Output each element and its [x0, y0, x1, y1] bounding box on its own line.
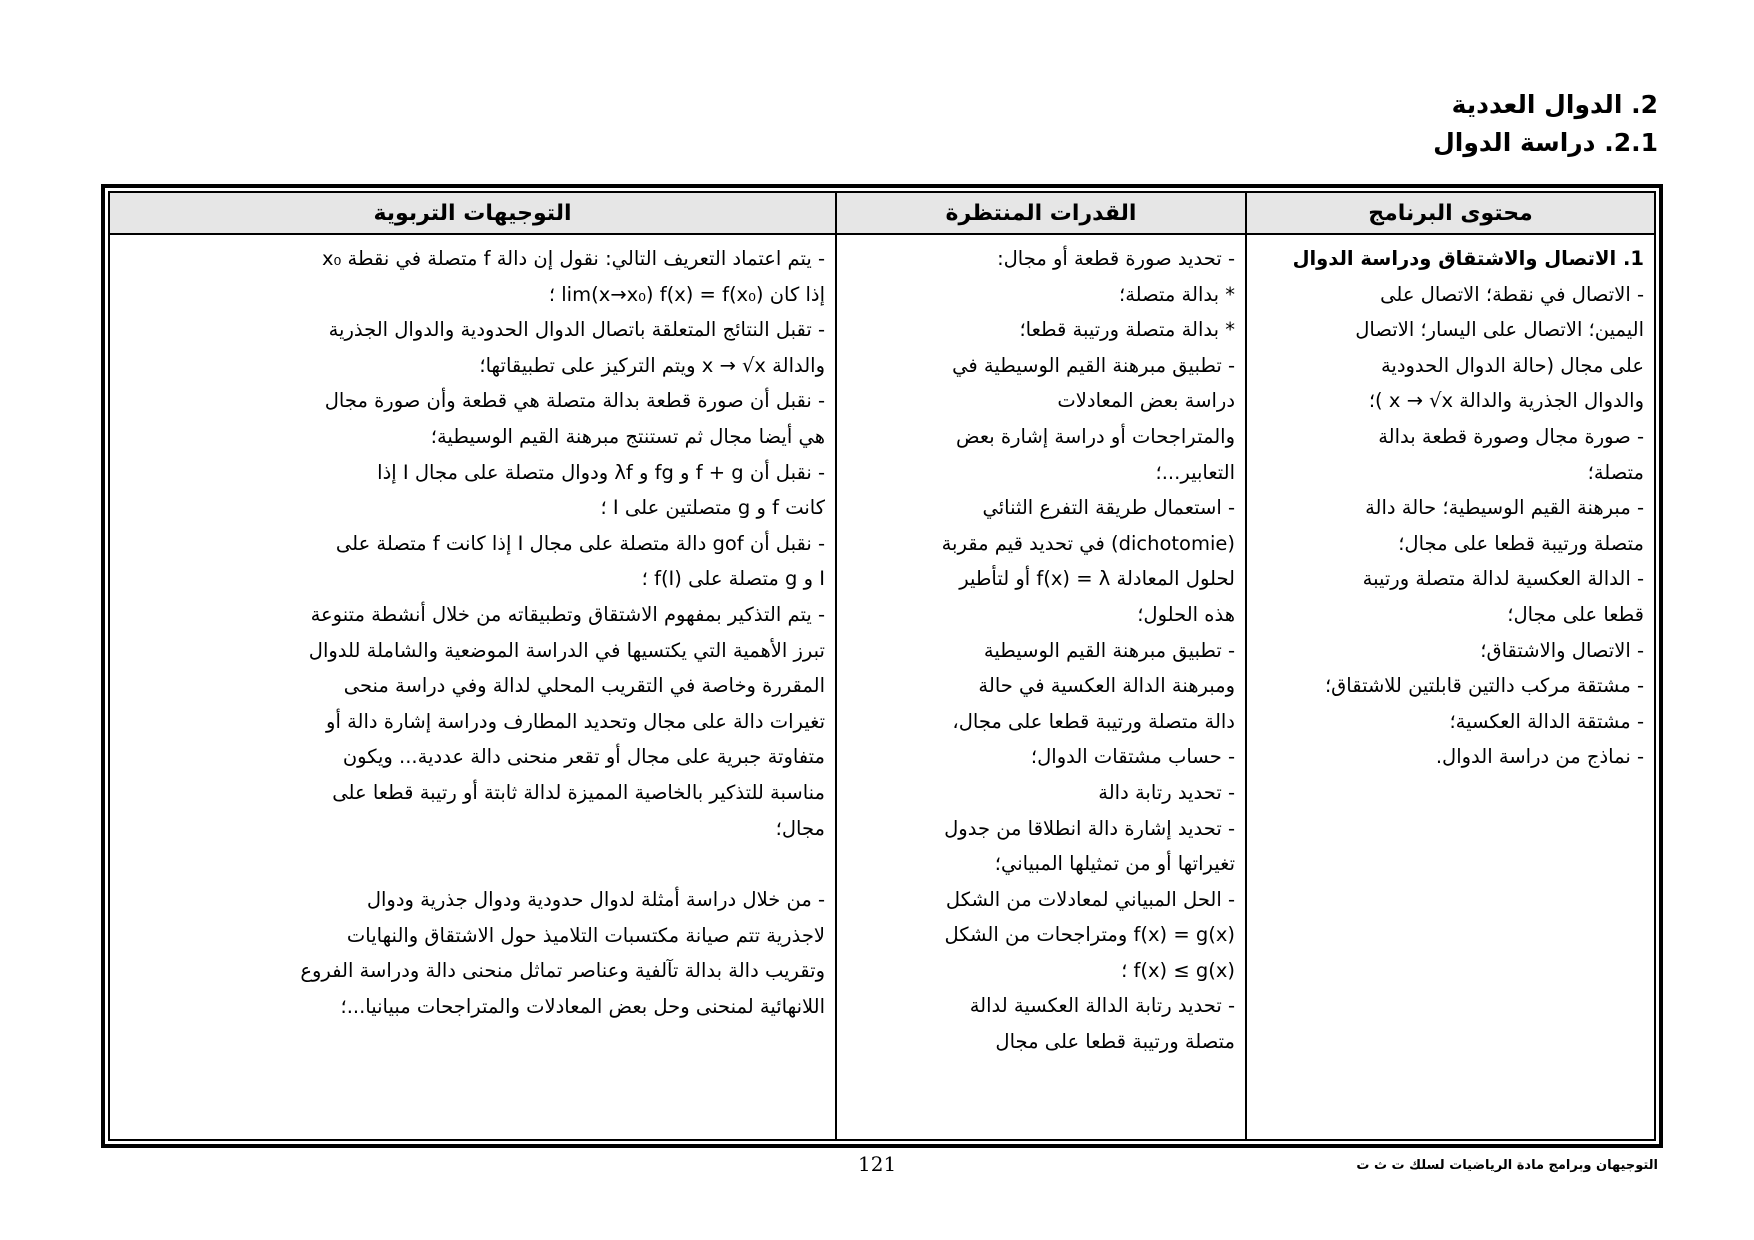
- table-header-row: [110, 193, 1654, 234]
- guidelines-line: - تقبل النتائج المتعلقة باتصال الدوال الحدودية والدوال الجذرية: [328, 318, 825, 342]
- abilities-line: هذه الحلول؛: [1137, 602, 1235, 626]
- subsection-title: 2.1. دراسة الدوال: [1433, 128, 1658, 157]
- guidelines-line: لاجذرية تتم صيانة مكتسبات التلاميذ حول الاشتقاق والنهايات: [346, 923, 825, 947]
- abilities-line: - تحديد رتابة الدالة العكسية لدالة: [969, 994, 1235, 1018]
- guidelines-line: إذا كان lim(x→x₀) f(x) = f(x₀) ؛: [548, 282, 825, 306]
- content-line: - مشتقة مركب دالتين قابلتين للاشتقاق؛: [1324, 674, 1644, 698]
- guidelines-line: I و g متصلة على f(I) ؛: [641, 567, 825, 591]
- section-title: 2. الدوال العددية: [1451, 90, 1658, 119]
- guidelines-line: مناسبة للتذكير بالخاصية المميزة لدالة ثابتة أو رتيبة قطعا على: [332, 780, 825, 804]
- content-line: - الدالة العكسية لدالة متصلة ورتيبة: [1362, 567, 1644, 591]
- abilities-line: f(x) ≤ g(x) ؛: [1121, 958, 1235, 982]
- abilities-line: * بدالة متصلة ورتيبة قطعا؛: [1019, 318, 1235, 342]
- guidelines-line: - يتم التذكير بمفهوم الاشتقاق وتطبيقاته من خلال أنشطة متنوعة: [310, 602, 825, 626]
- abilities-line: تغيراتها أو من تمثيلها المبياني؛: [994, 852, 1235, 876]
- abilities-line: (dichotomie) في تحديد قيم مقربة: [941, 531, 1235, 555]
- content-line: اليمين؛ الاتصال على اليسار؛ الاتصال: [1355, 318, 1644, 342]
- abilities-line: ومبرهنة الدالة العكسية في حالة: [978, 674, 1235, 698]
- abilities-line: f(x) = g(x) ومتراجحات من الشكل: [944, 923, 1235, 947]
- guidelines-cell: [110, 234, 836, 1139]
- guidelines-line: اللانهائية لمنحنى وحل بعض المعادلات والمتراجحات مبيانيا...؛: [340, 994, 825, 1018]
- content-line: - نماذج من دراسة الدوال.: [1435, 745, 1644, 769]
- guidelines-line: - نقبل أن f + g و fg و λf ودوال متصلة على مجال I إذا: [377, 460, 825, 484]
- abilities-line: - تطبيق مبرهنة القيم الوسيطية في: [952, 353, 1235, 377]
- program-table: [110, 193, 1654, 1139]
- table-body-row: [110, 234, 1654, 1139]
- abilities-line: والمتراجحات أو دراسة إشارة بعض: [955, 424, 1235, 448]
- abilities-line: - تحديد صورة قطعة أو مجال:: [997, 247, 1235, 270]
- content-line: 1. الاتصال والاشتقاق ودراسة الدوال: [1292, 247, 1644, 270]
- guidelines-line: هي أيضا مجال ثم تستنتج مبرهنة القيم الوسيطية؛: [430, 424, 825, 448]
- content-line: - مبرهنة القيم الوسيطية؛ حالة دالة: [1365, 496, 1644, 520]
- guidelines-line: والدالة x → √x ويتم التركيز على تطبيقاتها؛: [479, 353, 825, 377]
- guidelines-line: كانت f و g متصلتين على I ؛: [600, 496, 825, 520]
- abilities-cell: [836, 234, 1246, 1139]
- program-table-inner: [108, 191, 1656, 1141]
- section-headings: [1433, 86, 1658, 162]
- guidelines-line: وتقريب دالة بدالة تآلفية وعناصر تماثل منحنى دالة ودراسة الفروع: [300, 959, 825, 983]
- abilities-line: لحلول المعادلة f(x) = λ أو لتأطير: [959, 567, 1235, 591]
- page-number: 121: [858, 1152, 897, 1176]
- guidelines-line: - من خلال دراسة أمثلة لدوال حدودية ودوال جذرية ودوال: [366, 888, 825, 912]
- abilities-line: - تحديد رتابة دالة: [1098, 780, 1235, 804]
- abilities-line: - تطبيق مبرهنة القيم الوسيطية: [983, 638, 1235, 662]
- guidelines-line: تبرز الأهمية التي يكتسيها في الدراسة الموضعية والشاملة للدوال: [308, 638, 825, 662]
- guidelines-line: - نقبل أن صورة قطعة بدالة متصلة هي قطعة وأن صورة مجال: [324, 389, 825, 413]
- abilities-line: متصلة ورتيبة قطعا على مجال: [995, 1030, 1235, 1054]
- header-content: محتوى البرنامج: [1246, 193, 1654, 234]
- content-line: والدوال الجذرية والدالة x → √x )؛: [1368, 389, 1644, 413]
- footer-doc-title: التوجيهان وبرامج مادة الرياضيات لسلك ت ث ت: [1356, 1158, 1658, 1173]
- guidelines-line: [118, 846, 825, 882]
- abilities-line: - حساب مشتقات الدوال؛: [1030, 745, 1235, 769]
- content-line: متصلة؛: [1587, 460, 1644, 484]
- guidelines-line: - يتم اعتماد التعريف التالي: نقول إن دالة f متصلة في نقطة x₀: [322, 247, 825, 270]
- abilities-line: * بدالة متصلة؛: [1119, 282, 1235, 306]
- header-abilities: القدرات المنتظرة: [836, 193, 1246, 234]
- abilities-line: - تحديد إشارة دالة انطلاقا من جدول: [944, 816, 1235, 840]
- guidelines-line: مجال؛: [775, 816, 825, 840]
- abilities-line: التعابير...؛: [1155, 460, 1235, 484]
- header-guidelines: التوجيهات التربوية: [110, 193, 836, 234]
- guidelines-line: متفاوتة جبرية على مجال أو تقعر منحنى دالة عددية... ويكون: [342, 745, 825, 769]
- abilities-line: - الحل المبياني لمعادلات من الشكل: [945, 887, 1235, 911]
- content-line: متصلة ورتيبة قطعا على مجال؛: [1398, 531, 1644, 555]
- abilities-line: دالة متصلة ورتيبة قطعا على مجال،: [952, 709, 1235, 733]
- content-line: - مشتقة الدالة العكسية؛: [1449, 709, 1644, 733]
- content-line: - الاتصال في نقطة؛ الاتصال على: [1380, 282, 1644, 306]
- guidelines-line: المقررة وخاصة في التقريب المحلي لدالة وفي دراسة منحى: [343, 674, 825, 698]
- guidelines-line: تغيرات دالة على مجال وتحديد المطارف ودراسة إشارة دالة أو: [326, 709, 825, 733]
- program-table-frame: [101, 184, 1663, 1148]
- content-line: قطعا على مجال؛: [1507, 602, 1644, 626]
- abilities-line: دراسة بعض المعادلات: [1057, 389, 1235, 413]
- content-line: على مجال (حالة الدوال الحدودية: [1380, 353, 1644, 377]
- content-cell: [1246, 234, 1654, 1139]
- abilities-line: - استعمال طريقة التفرع الثنائي: [982, 496, 1235, 520]
- content-line: - صورة مجال وصورة قطعة بدالة: [1378, 424, 1644, 448]
- content-line: - الاتصال والاشتقاق؛: [1480, 638, 1644, 662]
- guidelines-line: - نقبل أن gof دالة متصلة على مجال I إذا كانت f متصلة على: [335, 531, 825, 555]
